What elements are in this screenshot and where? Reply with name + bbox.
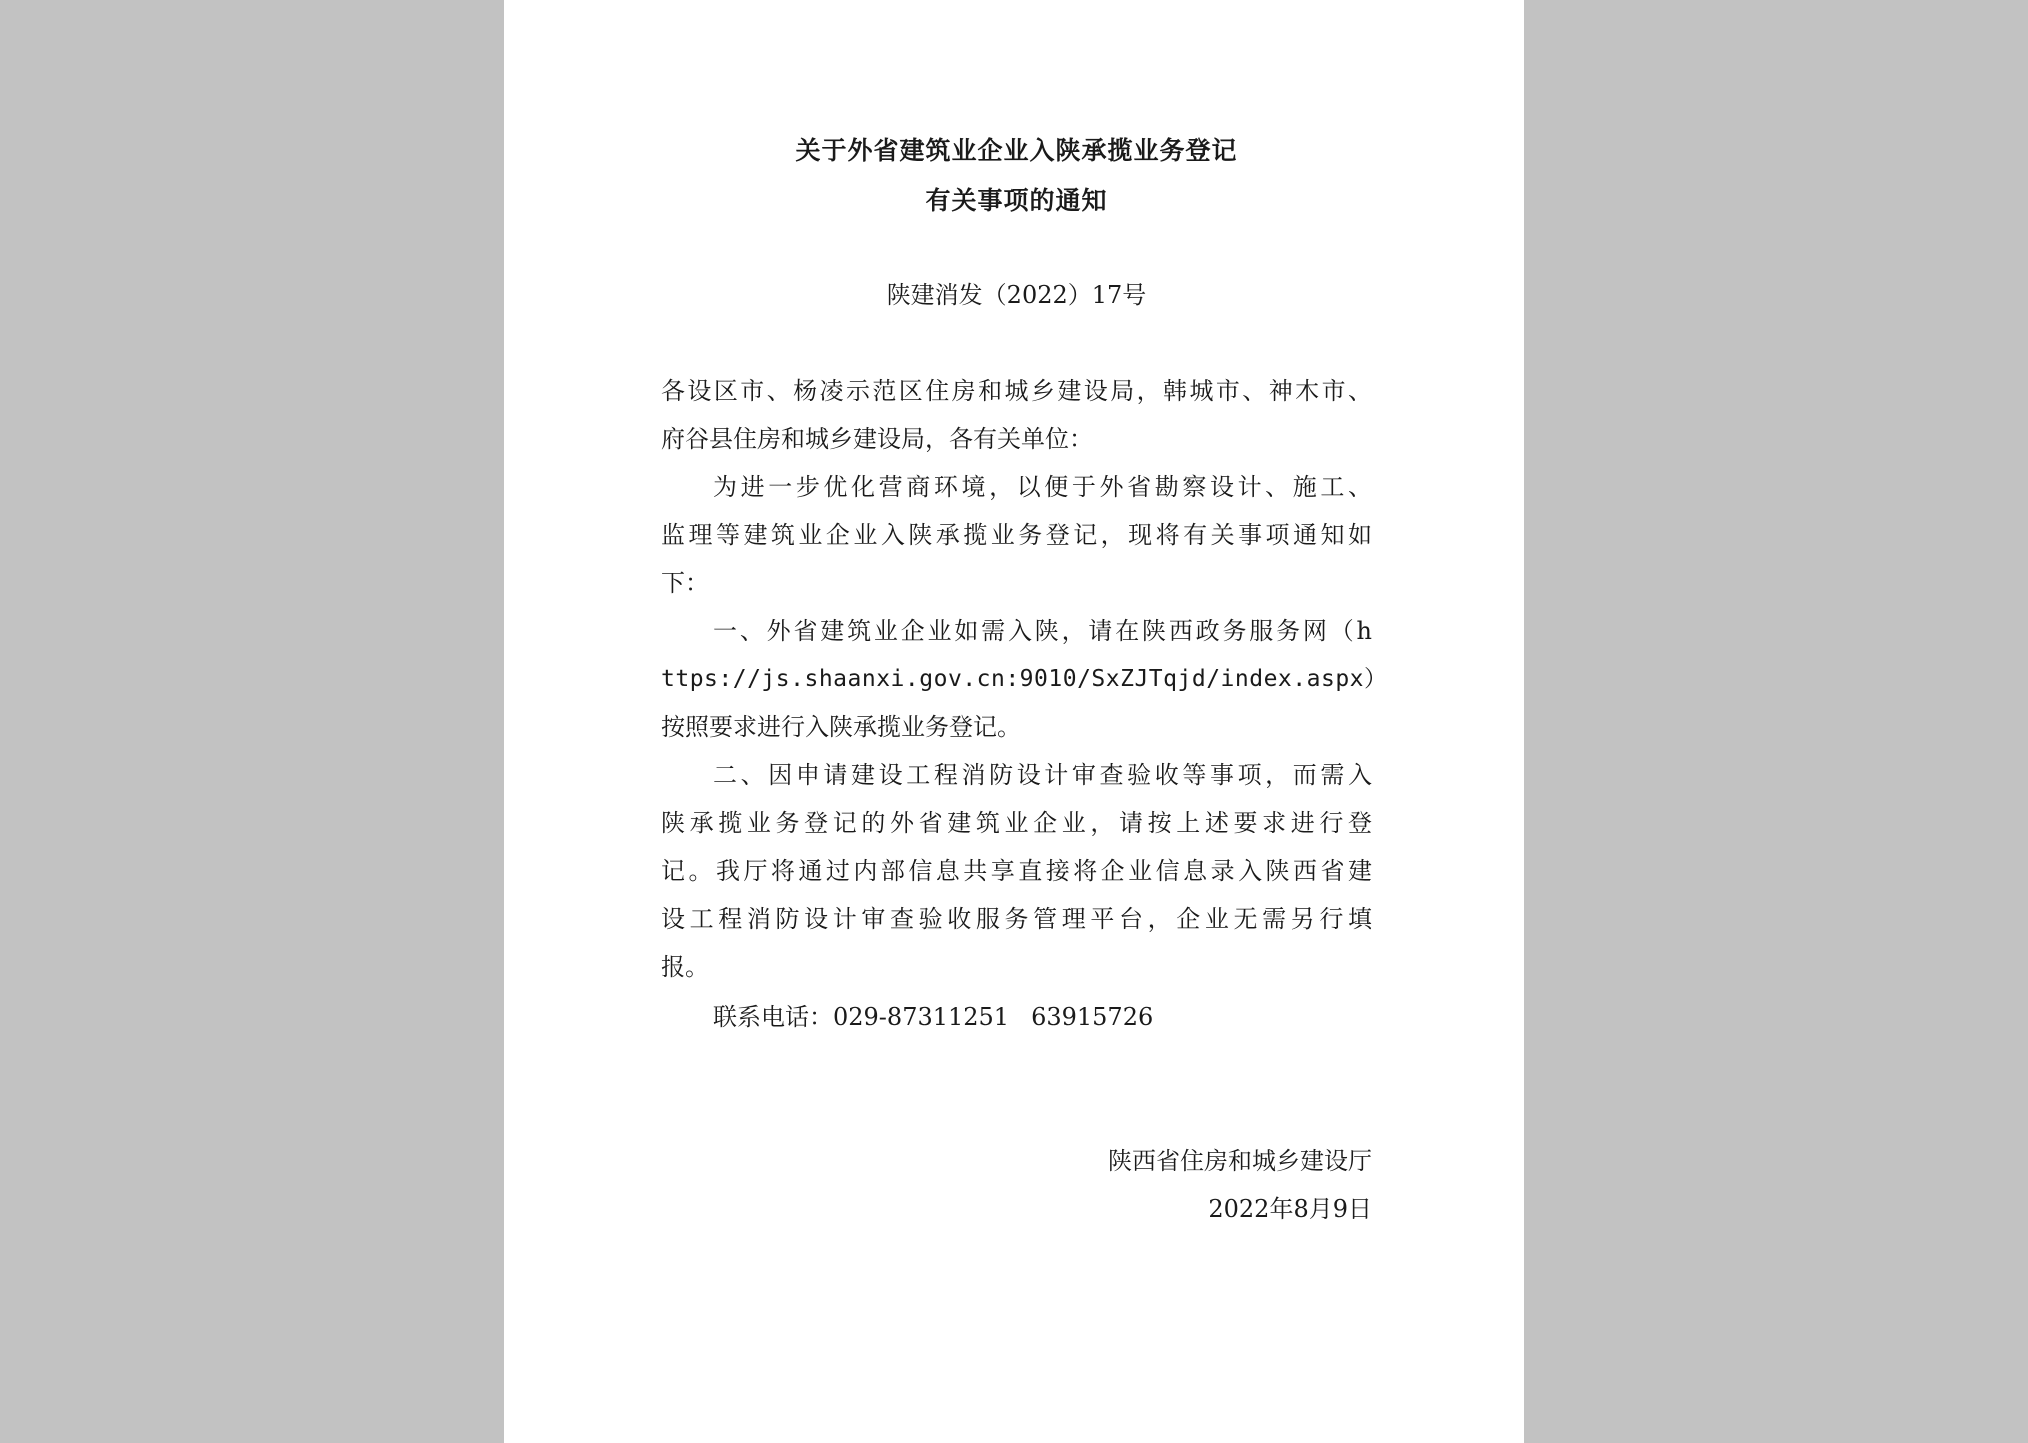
issuer-name: 陕西省住房和城乡建设厅 <box>1108 1147 1372 1175</box>
item-1-url-line: ttps://js.shaanxi.gov.cn:9010/SxZJTqjd/index.aspx） <box>661 666 1388 692</box>
item-2-line-1: 二、因申请建设工程消防设计审查验收等事项，而需入 <box>713 761 1372 789</box>
document-title-line-1: 关于外省建筑业企业入陕承揽业务登记 <box>795 136 1238 165</box>
intro-line-1: 为进一步优化营商环境，以便于外省勘察设计、施工、 <box>713 473 1372 501</box>
item-1-line-3: 按照要求进行入陕承揽业务登记。 <box>661 713 1021 741</box>
document-number: 陕建消发（2022）17号 <box>886 281 1147 309</box>
intro-line-3: 下： <box>661 569 709 597</box>
addressee-line-1: 各设区市、杨凌示范区住房和城乡建设局，韩城市、神木市、 <box>661 377 1372 405</box>
item-2-line-2: 陕承揽业务登记的外省建筑业企业，请按上述要求进行登 <box>661 809 1372 837</box>
contact-line <box>661 1002 1372 1032</box>
addressee-line-2: 府谷县住房和城乡建设局，各有关单位： <box>661 425 1093 453</box>
intro-line-2: 监理等建筑业企业入陕承揽业务登记，现将有关事项通知如 <box>661 521 1372 549</box>
contact-phone-1: 029-87311251 <box>833 1003 1010 1031</box>
issue-date: 2022年8月9日 <box>1208 1195 1372 1223</box>
contact-phone-2: 63915726 <box>1031 1003 1154 1031</box>
item-2-line-5: 报。 <box>661 953 709 981</box>
document-page <box>504 0 1524 1443</box>
item-2-line-3: 记。我厅将通过内部信息共享直接将企业信息录入陕西省建 <box>661 857 1372 885</box>
contact-label: 联系电话： <box>713 1003 833 1031</box>
item-1-line-1: 一、外省建筑业企业如需入陕，请在陕西政务服务网（h <box>713 617 1372 645</box>
document-title-line-2: 有关事项的通知 <box>925 186 1108 215</box>
item-2-line-4: 设工程消防设计审查验收服务管理平台，企业无需另行填 <box>661 905 1372 933</box>
